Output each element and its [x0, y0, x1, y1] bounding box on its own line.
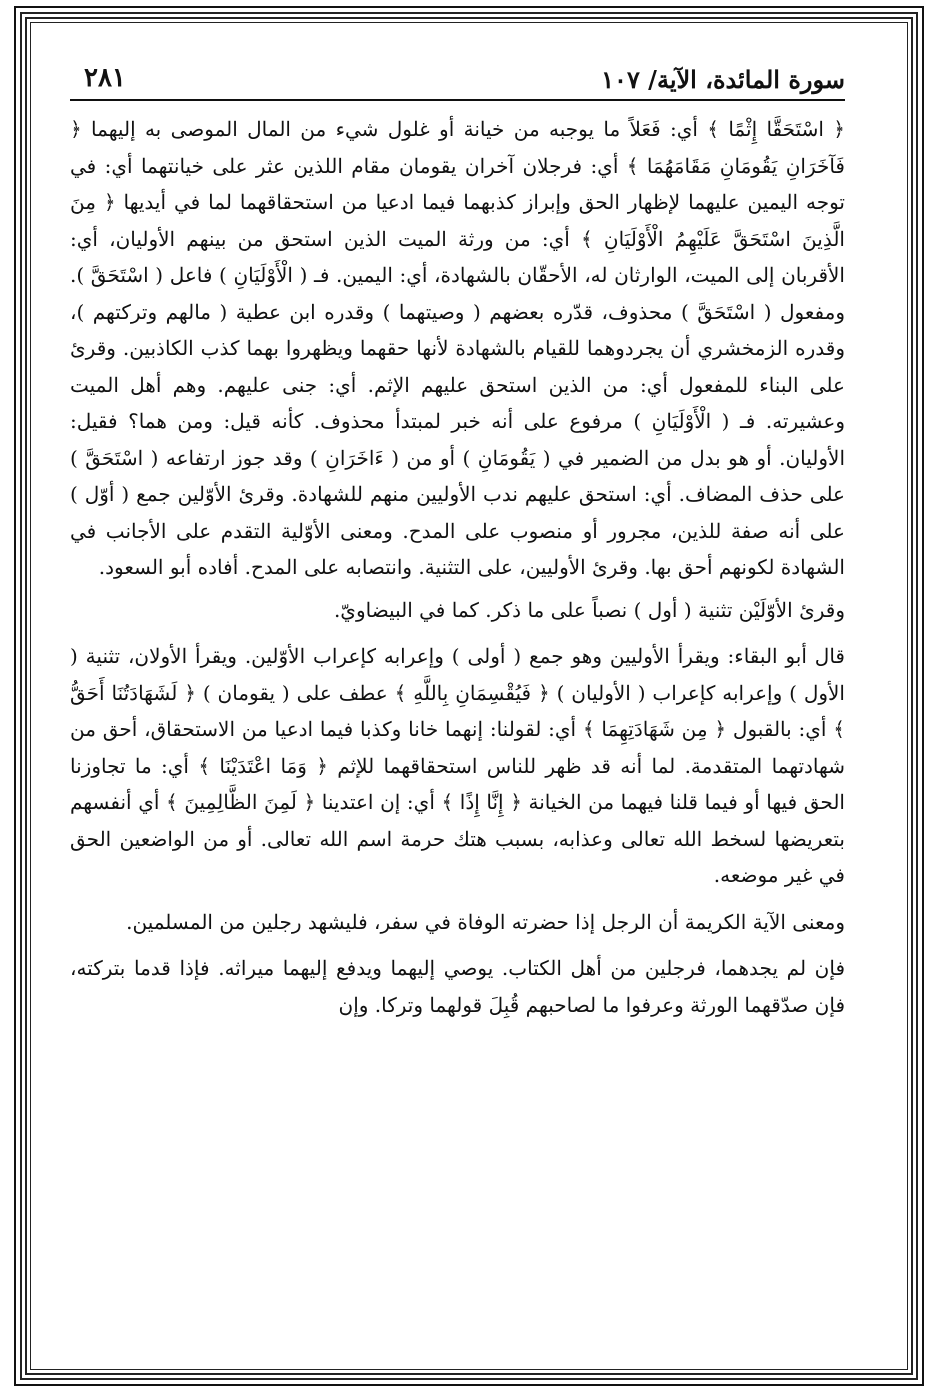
paragraph: فإن لم يجدهما، فرجلين من أهل الكتاب. يوصي إليهما ويدفع إليهما ميراثه. فإذا قدما بتركته، فإن صدّقهما الورثة وعرفوا ما لصاحبهم قُبِلَ قولهما وتركا. وإن: [70, 956, 845, 1017]
book-page: [70, 55, 845, 1370]
paragraph: ﴿ اسْتَحَقَّا إِثْمًا ﴾ أي: فَعَلاً ما يوجبه من خيانة أو غلول شيء من المال الموصى به إليهما ﴿ فَآخَرَانِ يَقُومَانِ مَقَامَهُمَا ﴾ أي: فرجلان آخران يقومان مقام اللذين عثر على خيانتهما أي: في توجه اليمين عليهما لإظهار الحق وإبراز كذبهما فيما ادعيا من استحقاقهما لما في أيديها ﴿ مِنَ الَّذِينَ اسْتَحَقَّ عَلَيْهِمُ الْأَوْلَيَانِ ﴾ أي: من ورثة الميت الذين استحق من بينهم الأوليان، أي: الأقربان إلى الميت، الوارثان له، الأحقّان بالشهادة، أي: اليمين. فـ ( الْأَوْلَيَانِ ) فاعل ( اسْتَحَقَّ ). ومفعول ( اسْتَحَقَّ ) محذوف، قدّره بعضهم ( وصيتهما ) وقدره ابن عطية ( مالهم وتركتهم )، وقدره الزمخشري أن يجردوهما للقيام بالشهادة لأنها حقهما ويظهروا بهما كذب الكاذبين. وقرئ على البناء للمفعول أي: من الذين استحق عليهم الإثم. أي: جنى عليهم. وهم أهل الميت وعشيرته. فـ ( الْأَوْلَيَانِ ) مرفوع على أنه خبر لمبتدأ محذوف. كأنه قيل: ومن هما؟ فقيل: الأوليان. أو هو بدل من الضمير في ( يَقُومَانِ ) أو من ( ءَاخَرَانِ ) وقد جوز ارتفاعه ( اسْتَحَقَّ ) على حذف المضاف. أي: استحق عليهم ندب الأوليين منهم للشهادة. وقرئ الأوّلين جمع ( أوّل ) على أنه صفة للذين، مجرور أو منصوب على المدح. ومعنى الأوّلية التقدم على الأجانب في الشهادة لكونهم أحق بها. وقرئ الأوليين، على التثنية. وانتصابه على المدح. أفاده أبو السعود.: [70, 117, 845, 579]
paragraph: قال أبو البقاء: ويقرأ الأوليين وهو جمع ( أولى ) وإعرابه كإعراب الأوّلين. ويقرأ الأولان، تثنية ( الأول ) وإعرابه كإعراب ( الأوليان ) ﴿ فَيُقْسِمَانِ بِاللَّهِ ﴾ عطف على ( يقومان ) ﴿ لَشَهَادَتُنَا أَحَقُّ ﴾ أي: بالقبول ﴿ مِن شَهَادَتِهِمَا ﴾ أي: لقولنا: إنهما خانا وكذبا فيما ادعيا من الاستحقاق، أحق من شهادتهما المتقدمة. لما أنه قد ظهر للناس استحقاقهما للإثم ﴿ وَمَا اعْتَدَيْنَا ﴾ أي: ما تجاوزنا الحق فيها أو فيما قلنا فيهما من الخيانة ﴿ إِنَّا إِذًا ﴾ أي: إن اعتدينا ﴿ لَمِنَ الظَّالِمِينَ ﴾ أي أنفسهم بتعريضها لسخط الله تعالى وعذابه، بسبب هتك حرمة اسم الله تعالى. أو من الواضعين الحق في غير موضعه.: [70, 644, 845, 887]
page-number: ٢٨١: [84, 63, 126, 93]
running-title: سورة المائدة، الآية/ ١٠٧: [601, 65, 845, 94]
body-text: [70, 111, 845, 1023]
paragraph: ومعنى الآية الكريمة أن الرجل إذا حضرته الوفاة في سفر، فليشهد رجلين من المسلمين.: [126, 909, 845, 934]
paragraph: وقرئ الأوّلَيْن تثنية ( أول ) نصباً على ما ذكر. كما في البيضاويّ.: [333, 597, 845, 622]
page-header: [70, 55, 845, 101]
